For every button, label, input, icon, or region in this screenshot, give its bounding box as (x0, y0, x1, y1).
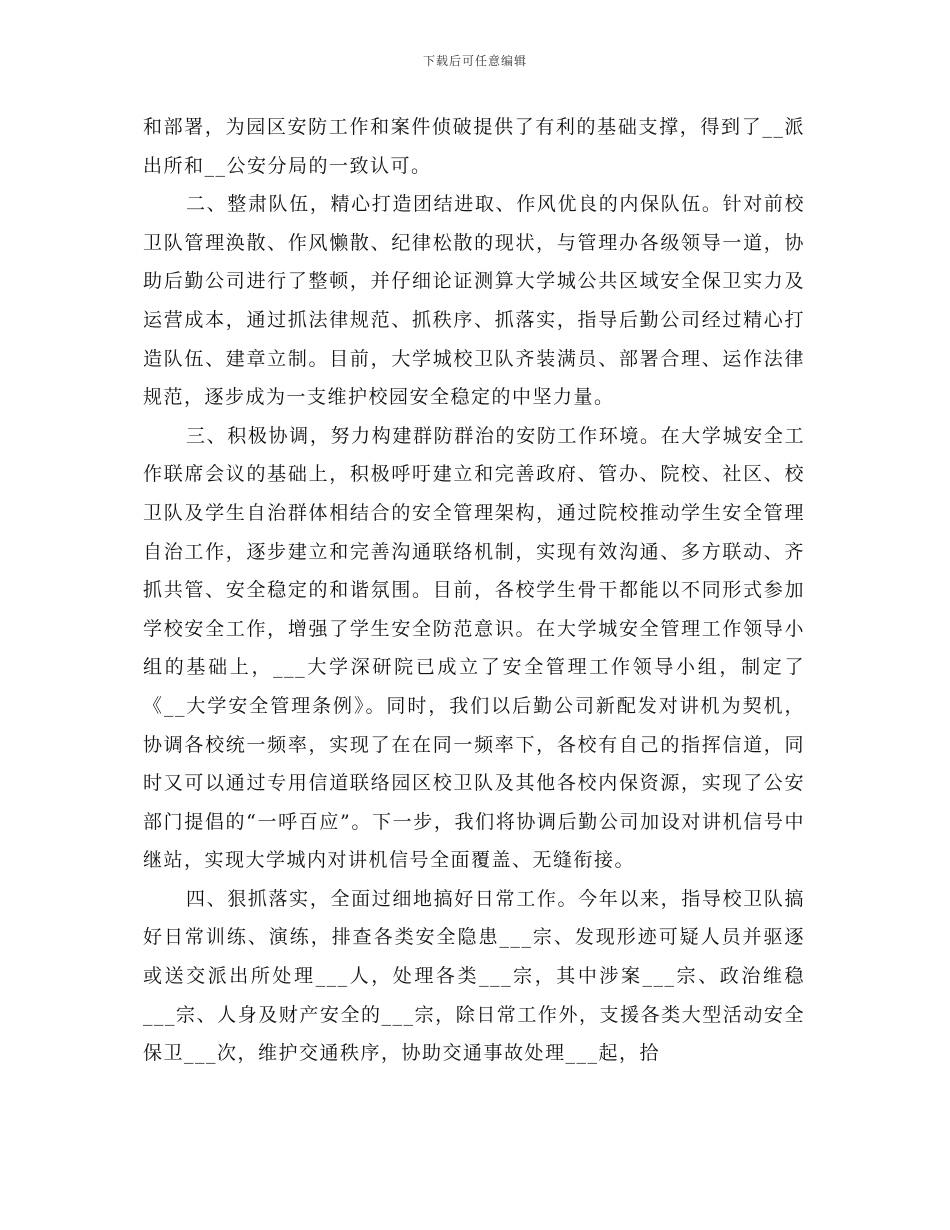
paragraph-3: 三、积极协调，努力构建群防群治的安防工作环境。在大学城安全工作联席会议的基础上，积极呼吁建立和完善政府、管办、院校、社区、校卫队及学生自治群体相结合的安全管理架构，通过院校推动学生安全管理自治工作，逐步建立和完善沟通联络机制，实现有效沟通、多方联动、齐抓共管、安全稳定的和谐氛围。目前，各校学生骨干都能以不同形式参加学校安全工作，增强了学生安全防范意识。在大学城安全管理工作领导小组的基础上，___大学深研院已成立了安全管理工作领导小组，制定了《__大学安全管理条例》。同时，我们以后勤公司新配发对讲机为契机，协调各校统一频率，实现了在在同一频率下，各校有自己的指挥信道，同时又可以通过专用信道联络园区校卫队及其他各校内保资源，实现了公安部门提倡的“一呼百应”。下一步，我们将协调后勤公司加设对讲机信号中继站，实现大学城内对讲机信号全面覆盖、无缝衔接。 (143, 424, 805, 872)
paragraph-1: 和部署，为园区安防工作和案件侦破提供了有利的基础支撑，得到了__派出所和__公安分局的一致认可。 (143, 116, 805, 177)
document-body (143, 108, 805, 1073)
paragraph-2: 二、整肃队伍，精心打造团结进取、作风优良的内保队伍。针对前校卫队管理涣散、作风懒散、纪律松散的现状，与管理办各级领导一道，协助后勤公司进行了整顿，并仔细论证测算大学城公共区域安全保卫实力及运营成本，通过抓法律规范、抓秩序、抓落实，指导后勤公司经过精心打造队伍、建章立制。目前，大学城校卫队齐装满员、部署合理、运作法律规范，逐步成为一支维护校园安全稳定的中坚力量。 (143, 193, 805, 409)
page-header: 下载后可任意编辑 (422, 54, 527, 68)
paragraph-4: 四、狠抓落实，全面过细地搞好日常工作。今年以来，指导校卫队搞好日常训练、演练，排查各类安全隐患___宗、发现形迹可疑人员并驱逐或送交派出所处理___人，处理各类___宗，其中涉案___宗、政治维稳___宗、人身及财产安全的___宗，除日常工作外，支援各类大型活动安全保卫___次，维护交通秩序，协助交通事故处理___起，拾 (143, 887, 805, 1065)
